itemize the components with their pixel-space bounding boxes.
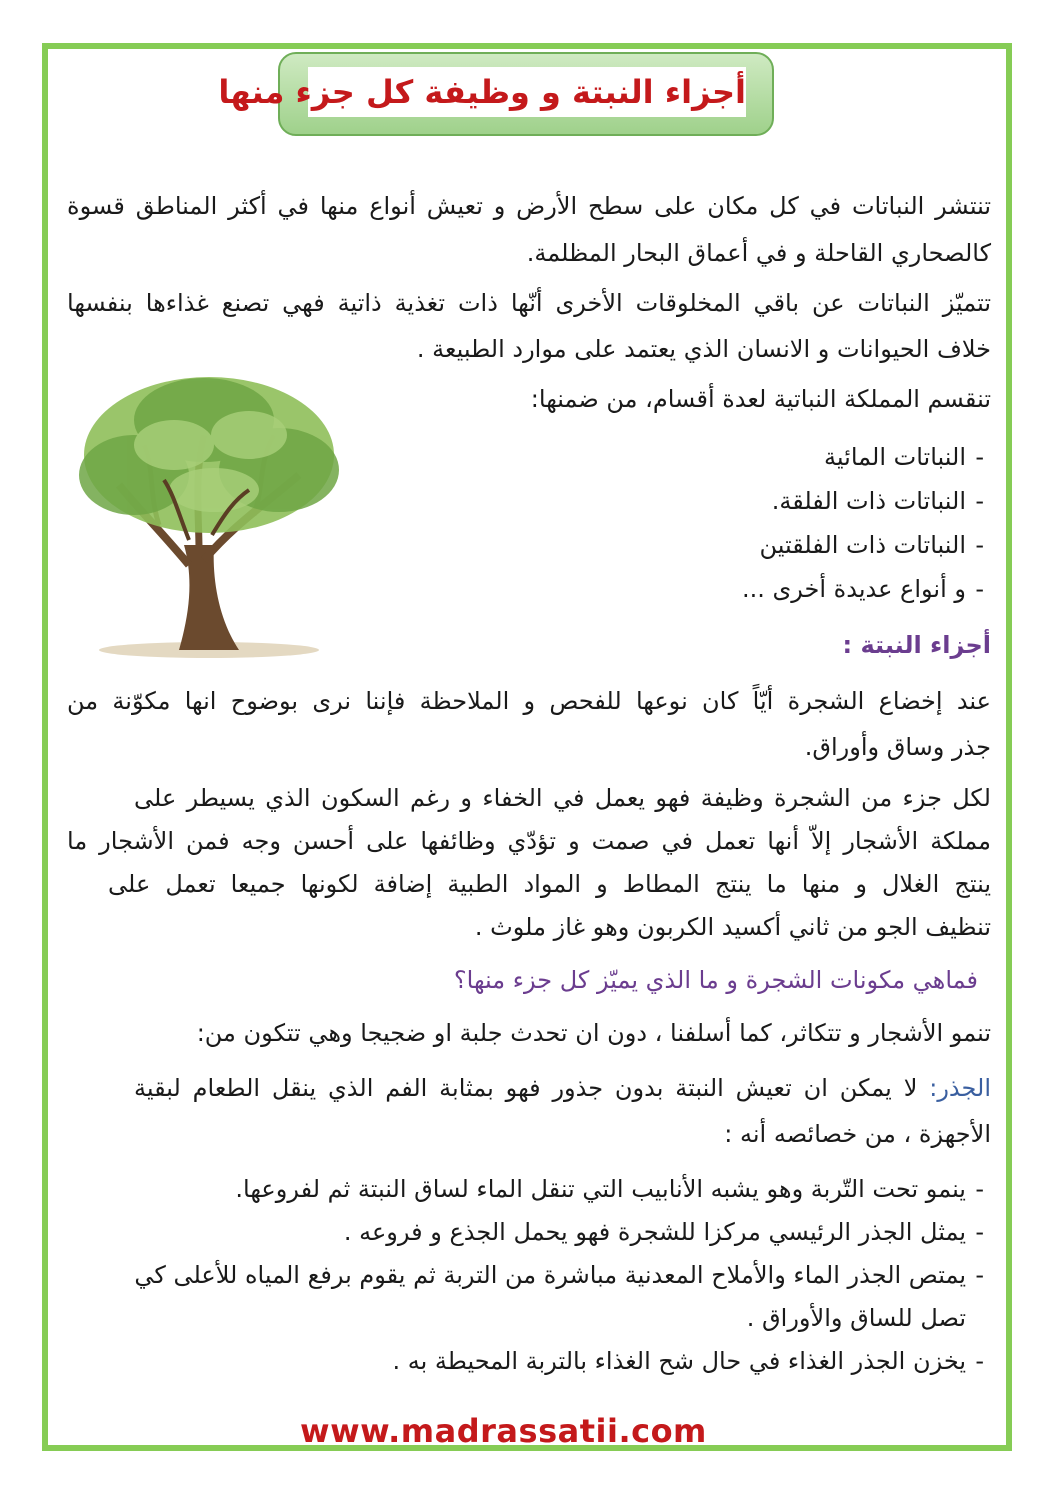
function-line-3: ينتج الغلال و منها ما ينتج المطاط و المواد الطبية إضافة لكونها جميعا تعمل على (108, 870, 991, 898)
list-item: يخزن الجذر الغذاء في حال شح الغذاء بالتربة المحيطة به . (392, 1347, 966, 1375)
list-item: ينمو تحت التّربة وهو يشبه الأنابيب التي تنقل الماء لساق النبتة ثم لفروعها. (235, 1175, 966, 1203)
list-bullet: - (975, 531, 984, 559)
list-bullet: - (975, 443, 984, 471)
parts-line-2: جذر وساق وأوراق. (804, 733, 991, 761)
feature-line-1: تتميّز النباتات عن باقي المخلوقات الأخرى أنّها ذات تغذية ذاتية فهي تصنع غذاءها بنفسها (67, 289, 991, 317)
question-heading: فماهي مكونات الشجرة و ما الذي يميّز كل جزء منها؟ (453, 966, 978, 994)
page-title: أجزاء النبتة و وظيفة كل جزء منها (218, 73, 746, 111)
parts-heading: أجزاء النبتة : (842, 631, 991, 659)
parts-line-1: عند إخضاع الشجرة أيّاً كان نوعها للفحص و الملاحظة فإننا نرى بوضوح انها مكوّنة من (67, 687, 991, 715)
footer-website[interactable]: www.madrassatii.com (300, 1412, 707, 1450)
growth-line: تنمو الأشجار و تتكاثر، كما أسلفنا ، دون ان تحدث جلبة او ضجيجا وهي تتكون من: (196, 1019, 991, 1047)
feature-line-2: خلاف الحيوانات و الانسان الذي يعتمد على موارد الطبيعة . (416, 335, 991, 363)
list-item: يمثل الجذر الرئيسي مركزا للشجرة فهو يحمل الجذع و فروعه . (343, 1218, 966, 1246)
root-label: الجذر: (929, 1074, 991, 1102)
function-line-2: مملكة الأشجار إلاّ أنها تعمل في صمت و تؤدّي وظائفها على أحسن وجه فمن الأشجار ما (67, 827, 991, 855)
intro-line-1: تنتشر النباتات في كل مكان على سطح الأرض و تعيش أنواع منها في أكثر المناطق قسوة (67, 192, 991, 220)
list-bullet: - (975, 1261, 984, 1289)
divisions-heading: تنقسم المملكة النباتية لعدة أقسام، من ضمنها: (530, 385, 991, 413)
list-item: و أنواع عديدة أخرى ... (741, 575, 966, 603)
list-item: يمتص الجذر الماء والأملاح المعدنية مباشرة من التربة ثم يقوم برفع المياه للأعلى كي (134, 1261, 966, 1289)
list-bullet: - (975, 487, 984, 515)
root-line-2: الأجهزة ، من خصائصه أنه : (724, 1120, 991, 1148)
tree-illustration (64, 365, 354, 660)
root-text: لا يمكن ان تعيش النبتة بدون جذور فهو بمثابة الفم الذي ينقل الطعام لبقية (134, 1074, 918, 1102)
list-item: النباتات المائية (824, 443, 966, 471)
list-item: النباتات ذات الفلقة. (771, 487, 966, 515)
list-bullet: - (975, 575, 984, 603)
function-line-1: لكل جزء من الشجرة وظيفة فهو يعمل في الخفاء و رغم السكون الذي يسيطر على (134, 784, 991, 812)
list-item: النباتات ذات الفلقتين (759, 531, 966, 559)
function-line-4: تنظيف الجو من ثاني أكسيد الكربون وهو غاز ملوث . (474, 913, 991, 941)
list-bullet: - (975, 1347, 984, 1375)
list-bullet: - (975, 1218, 984, 1246)
list-bullet: - (975, 1175, 984, 1203)
root-line-1 (134, 1075, 991, 1105)
list-item-continuation: تصل للساق والأوراق . (746, 1304, 966, 1332)
intro-line-2: كالصحاري القاحلة و في أعماق البحار المظلمة. (526, 239, 991, 267)
